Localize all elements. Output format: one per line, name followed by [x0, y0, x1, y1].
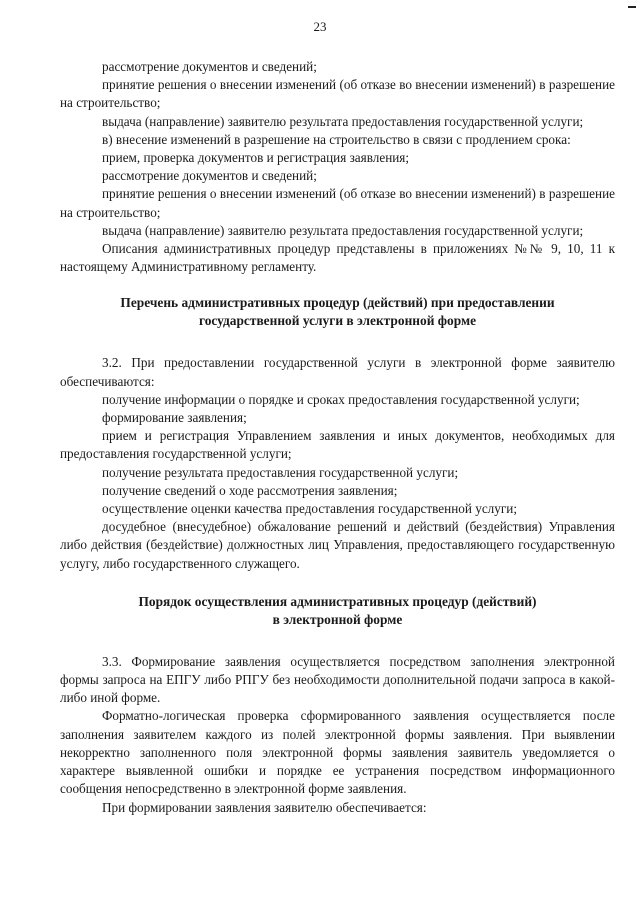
paragraph: принятие решения о внесении изменений (об отказе во внесении изменений) в разрешение на строительство; — [60, 77, 615, 111]
paragraph: прием, проверка документов и регистрация заявления; — [102, 150, 410, 166]
section-heading-line: Перечень административных процедур (действий) при предоставлении — [120, 295, 555, 311]
paragraph: прием и регистрация Управлением заявления и иных документов, необходимых для предоставления государственной услуги; — [60, 428, 615, 462]
paragraph: рассмотрение документов и сведений; — [102, 59, 317, 74]
section-heading-line: Порядок осуществления административных процедур (действий) — [138, 593, 537, 609]
paragraph: в) внесение изменений в разрешение на строительство в связи с продлением срока: — [102, 131, 571, 147]
paragraph: При формировании заявления заявителю обеспечивается: — [102, 799, 427, 815]
paragraph: Описания административных процедур представлены в приложениях №№ 9, 10, 11 к настоящему Административному регламенту. — [60, 241, 615, 275]
paragraph: выдача (направление) заявителю результата предоставления государственной услуги; — [102, 222, 584, 238]
paragraph: досудебное (внесудебное) обжалование решений и действий (бездействия) Управления либо действия (бездействие) должностных лиц Управления, предоставляющего государственную услугу, либо государственного служащего. — [60, 519, 615, 571]
paragraph: получение информации о порядке и сроках предоставления государственной услуги; — [102, 391, 580, 407]
paragraph: Форматно-логическая проверка сформированного заявления осуществляется после заполнения заявителем каждого из полей электронной формы заявления. При выявлении некорректно заполненного поля электронной формы заявления заявитель уведомляется о характере выявленной ошибки и порядке ее устранения посредством информационного сообщения непосредственно в электронной форме заявления. — [60, 708, 615, 797]
paragraph: 3.2. При предоставлении государственной услуги в электронной форме заявителю обеспечиваются: — [60, 355, 615, 389]
paragraph: формирование заявления; — [102, 410, 247, 426]
paragraph: принятие решения о внесении изменений (об отказе во внесении изменений) в разрешение на строительство; — [60, 186, 615, 220]
section-heading-line: в электронной форме — [272, 611, 403, 627]
paragraph: рассмотрение документов и сведений; — [102, 168, 317, 184]
page-number: 23 — [313, 19, 327, 34]
paragraph: 3.3. Формирование заявления осуществляется посредством заполнения электронной формы запроса на ЕПГУ либо РПГУ без необходимости дополнительной подачи запроса в какой-либо иной форме. — [60, 653, 615, 706]
scan-corner-mark — [628, 6, 636, 8]
document-body — [60, 58, 615, 817]
paragraph: получение результата предоставления государственной услуги; — [102, 464, 459, 480]
paragraph: выдача (направление) заявителю результата предоставления государственной услуги; — [102, 113, 584, 129]
paragraph: осуществление оценки качества предоставления государственной услуги; — [102, 501, 517, 517]
section-heading-line: государственной услуги в электронной форме — [198, 313, 477, 329]
paragraph: получение сведений о ходе рассмотрения заявления; — [102, 482, 398, 498]
